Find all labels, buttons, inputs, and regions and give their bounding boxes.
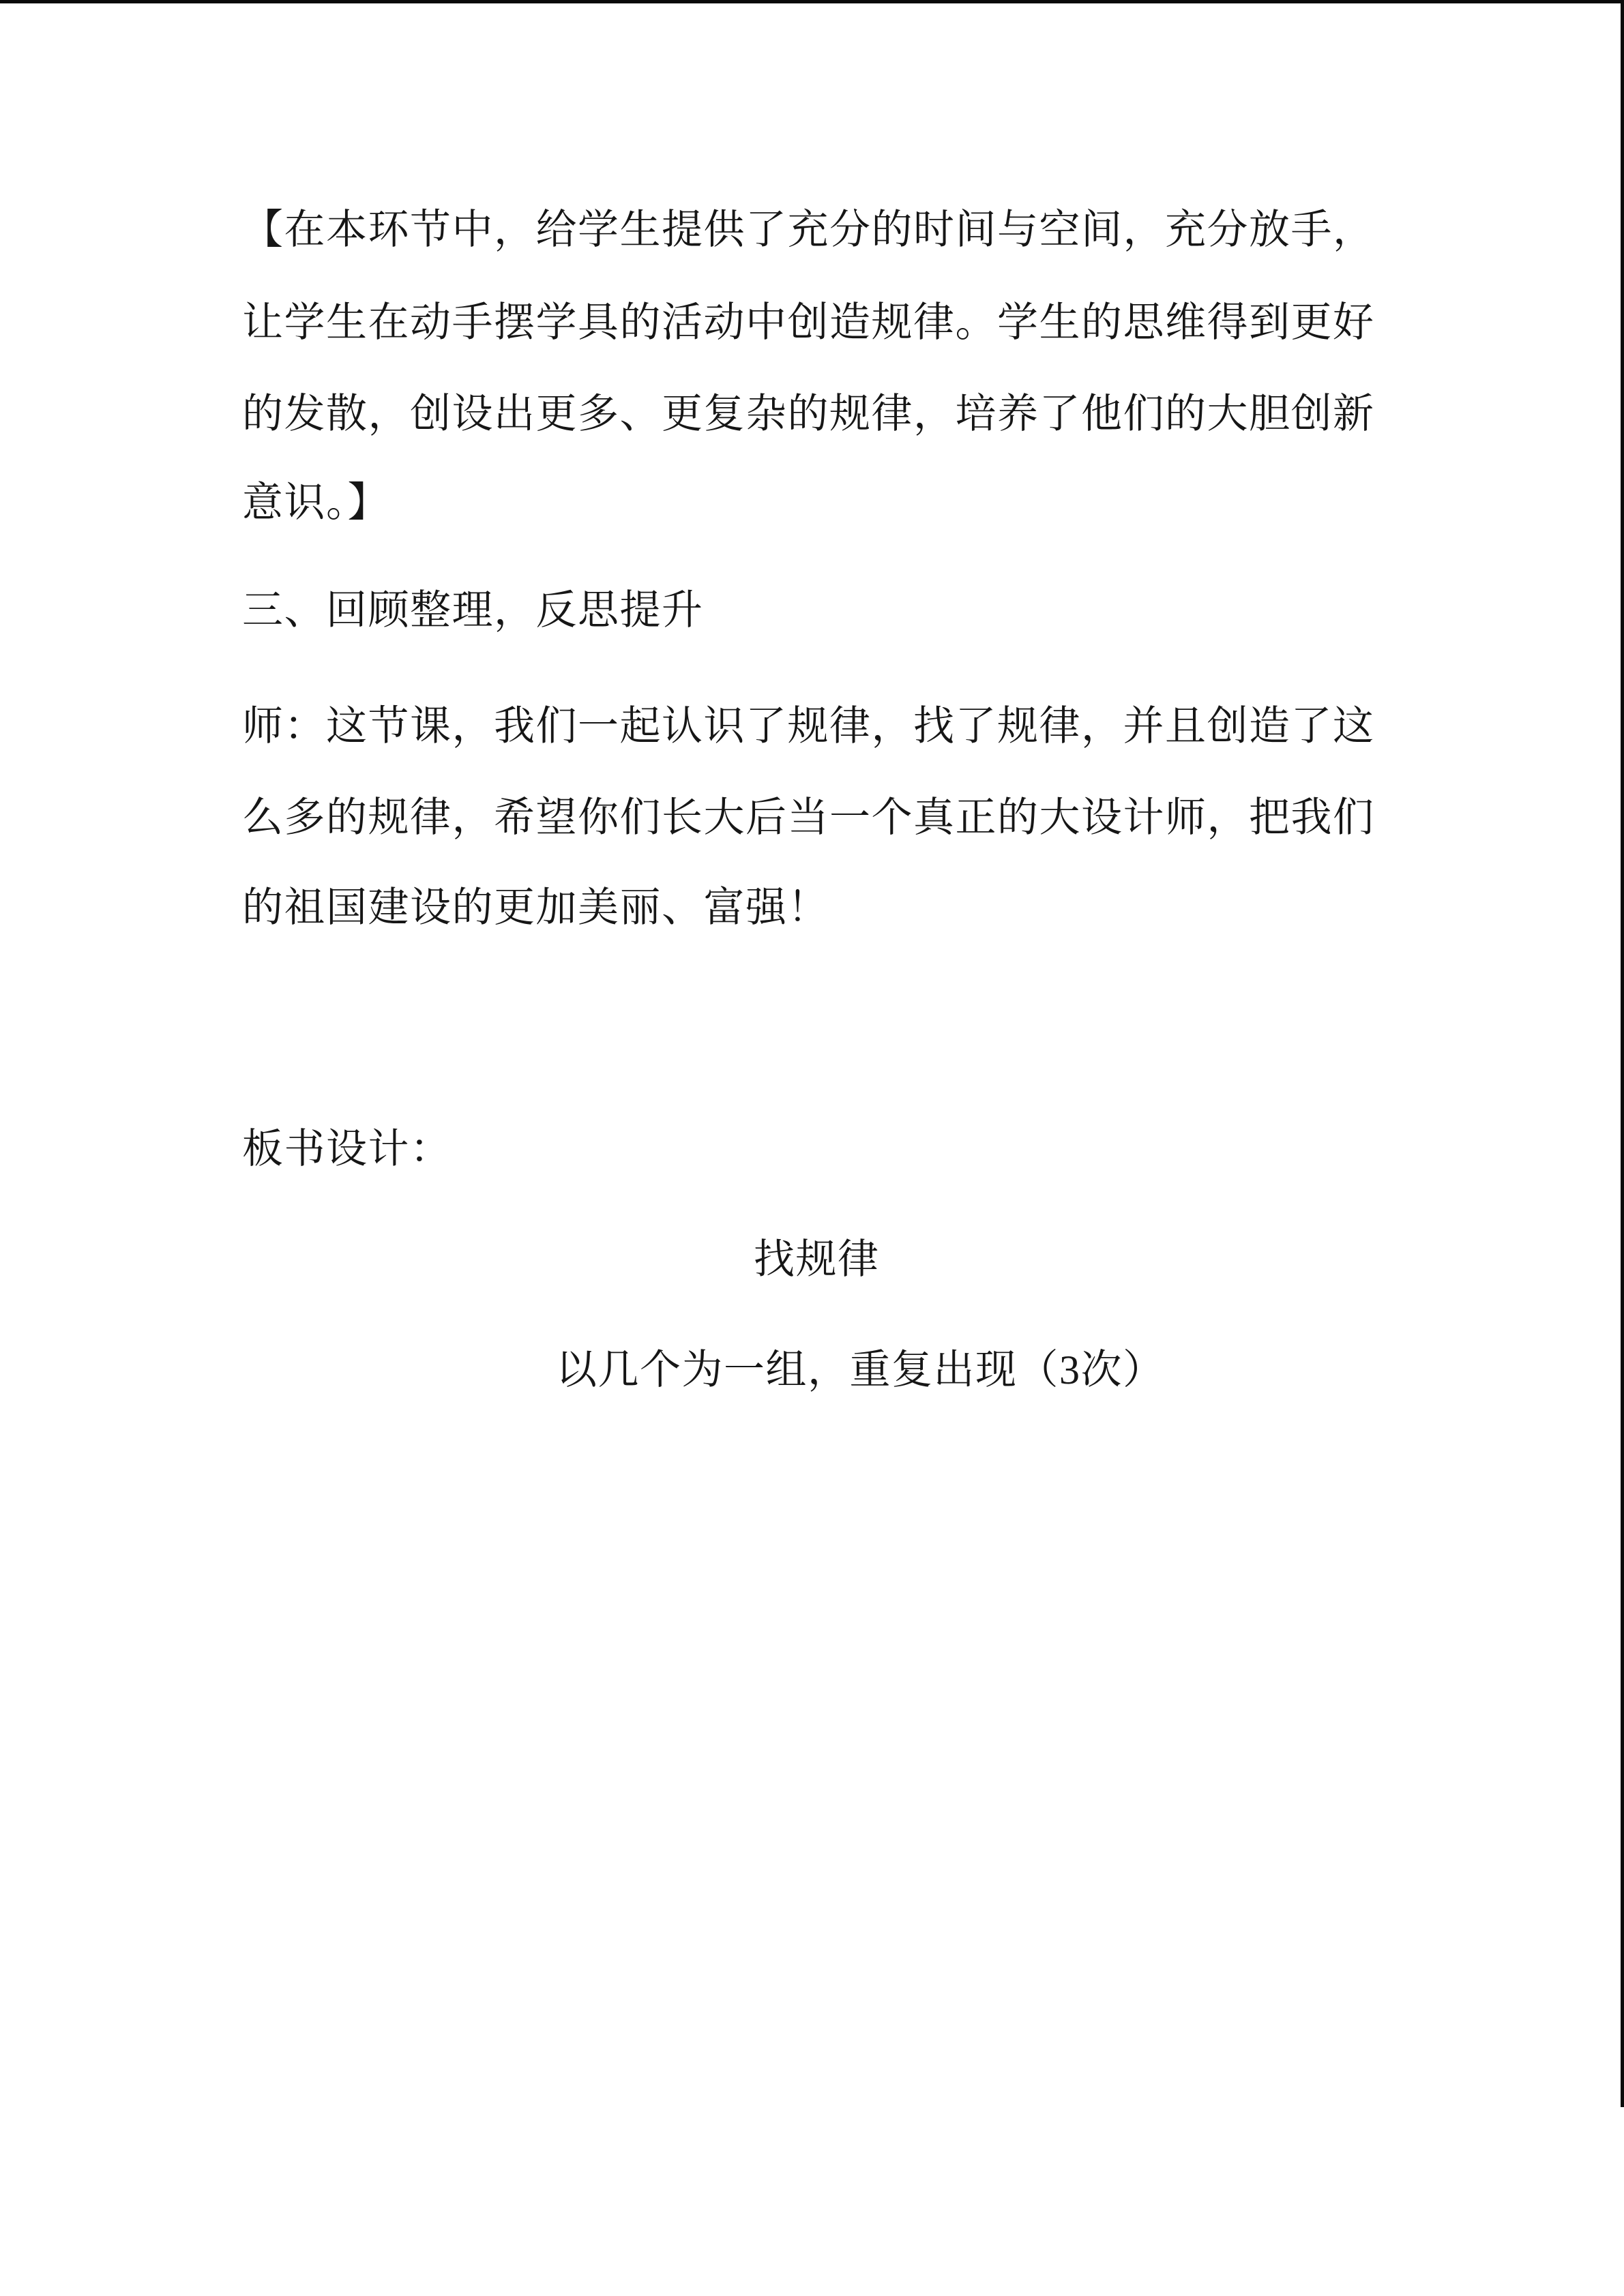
teacher-summary-line-3: 的祖国建设的更加美丽、富强！ xyxy=(242,885,829,930)
section-heading: 三、回顾整理，反思提升 xyxy=(242,588,704,633)
commentary-line-2: 让学生在动手摆学具的活动中创造规律。学生的思维得到更好 xyxy=(242,300,1375,345)
teacher-summary-line-1: 师：这节课，我们一起认识了规律，找了规律，并且创造了这 xyxy=(242,704,1375,749)
commentary-line-4: 意识。】 xyxy=(242,480,389,525)
board-design-title: 找规律 xyxy=(754,1237,880,1282)
page-top-border-line xyxy=(0,0,1624,3)
page-right-border-line xyxy=(1621,0,1624,2107)
board-design-content: 以几个为一组，重复出现（3次） xyxy=(556,1347,1165,1392)
teacher-summary-line-2: 么多的规律，希望你们长大后当一个真正的大设计师，把我们 xyxy=(242,795,1375,840)
commentary-line-1: 【在本环节中，给学生提供了充分的时间与空间，充分放手， xyxy=(242,207,1375,252)
board-design-label: 板书设计： xyxy=(242,1127,452,1172)
commentary-line-3: 的发散，创设出更多、更复杂的规律，培养了他们的大胆创新 xyxy=(242,391,1375,436)
